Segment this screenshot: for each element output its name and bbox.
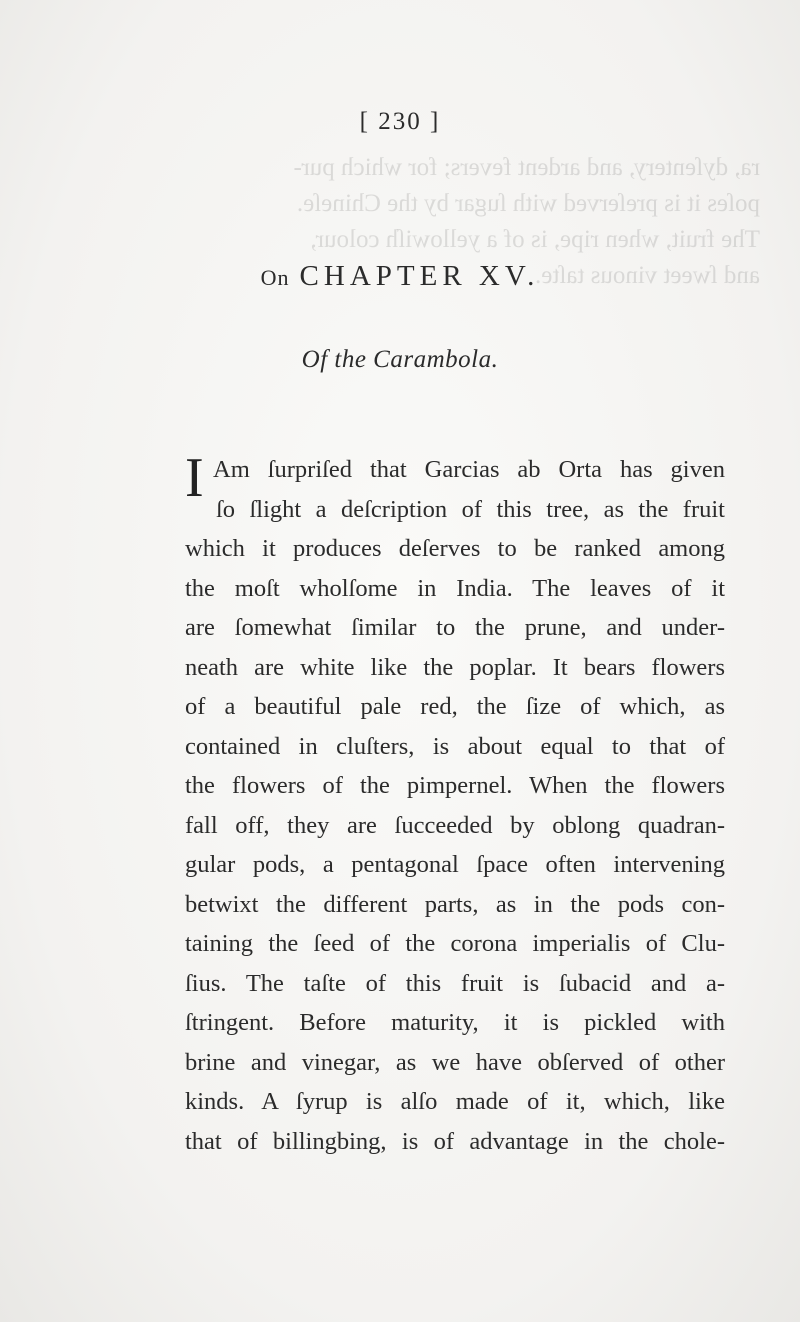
body-paragraph [185, 447, 725, 1161]
page-number: [ 230 ] [359, 108, 441, 135]
text-line: betwixt the different parts, as in the pods con- [185, 890, 725, 918]
section-title: Of the Carambola. [301, 346, 499, 373]
text-line: brine and vinegar, as we have obſerved of other [185, 1048, 725, 1076]
bleed-through-text: ra, dyſentery, and ardent fevers; for which pur- poſes it is preſerved with ſugar by the Chineſe. The fruit, when ripe, is of a yellowiſh colour, and ſweet vinous taſte. [293, 154, 760, 289]
text-line: kinds. A ſyrup is alſo made of it, which, like [185, 1088, 725, 1115]
chapter-prefix: On [260, 265, 290, 290]
text-line: the flowers of the pimpernel. When the flowers [185, 772, 725, 799]
text-line: that of billingbing, is of advantage in the chole- [185, 1127, 725, 1155]
drop-cap: I [185, 447, 204, 509]
text-line-content: Am ſurpriſed that Garcias ab Orta has given [213, 456, 725, 483]
text-line: ſo ſlight a deſcription of this tree, as the fruit [216, 495, 725, 523]
chapter-heading [0, 260, 800, 293]
text-line: neath are white like the poplar. It bears flowers [185, 653, 725, 681]
chapter-title: CHAPTER XV. [299, 260, 540, 292]
text-line: ſius. The taſte of this fruit is ſubacid and a- [185, 969, 725, 997]
text-line: the moſt wholſome in India. The leaves of it [185, 574, 725, 602]
text-line: taining the ſeed of the corona imperialis of Clu- [185, 930, 725, 957]
text-line: which it produces deſerves to be ranked among [185, 535, 725, 562]
text-line: contained in cluſters, is about equal to that of [185, 732, 725, 760]
text-line: of a beautiful pale red, the ſize of which, as [185, 693, 725, 720]
text-line: fall off, they are ſucceeded by oblong quadran- [185, 811, 725, 839]
text-line: gular pods, a pentagonal ſpace often intervening [185, 851, 725, 878]
text-line: are ſomewhat ſimilar to the prune, and under- [185, 614, 725, 641]
text-line: ſtringent. Before maturity, it is pickled with [185, 1009, 725, 1036]
